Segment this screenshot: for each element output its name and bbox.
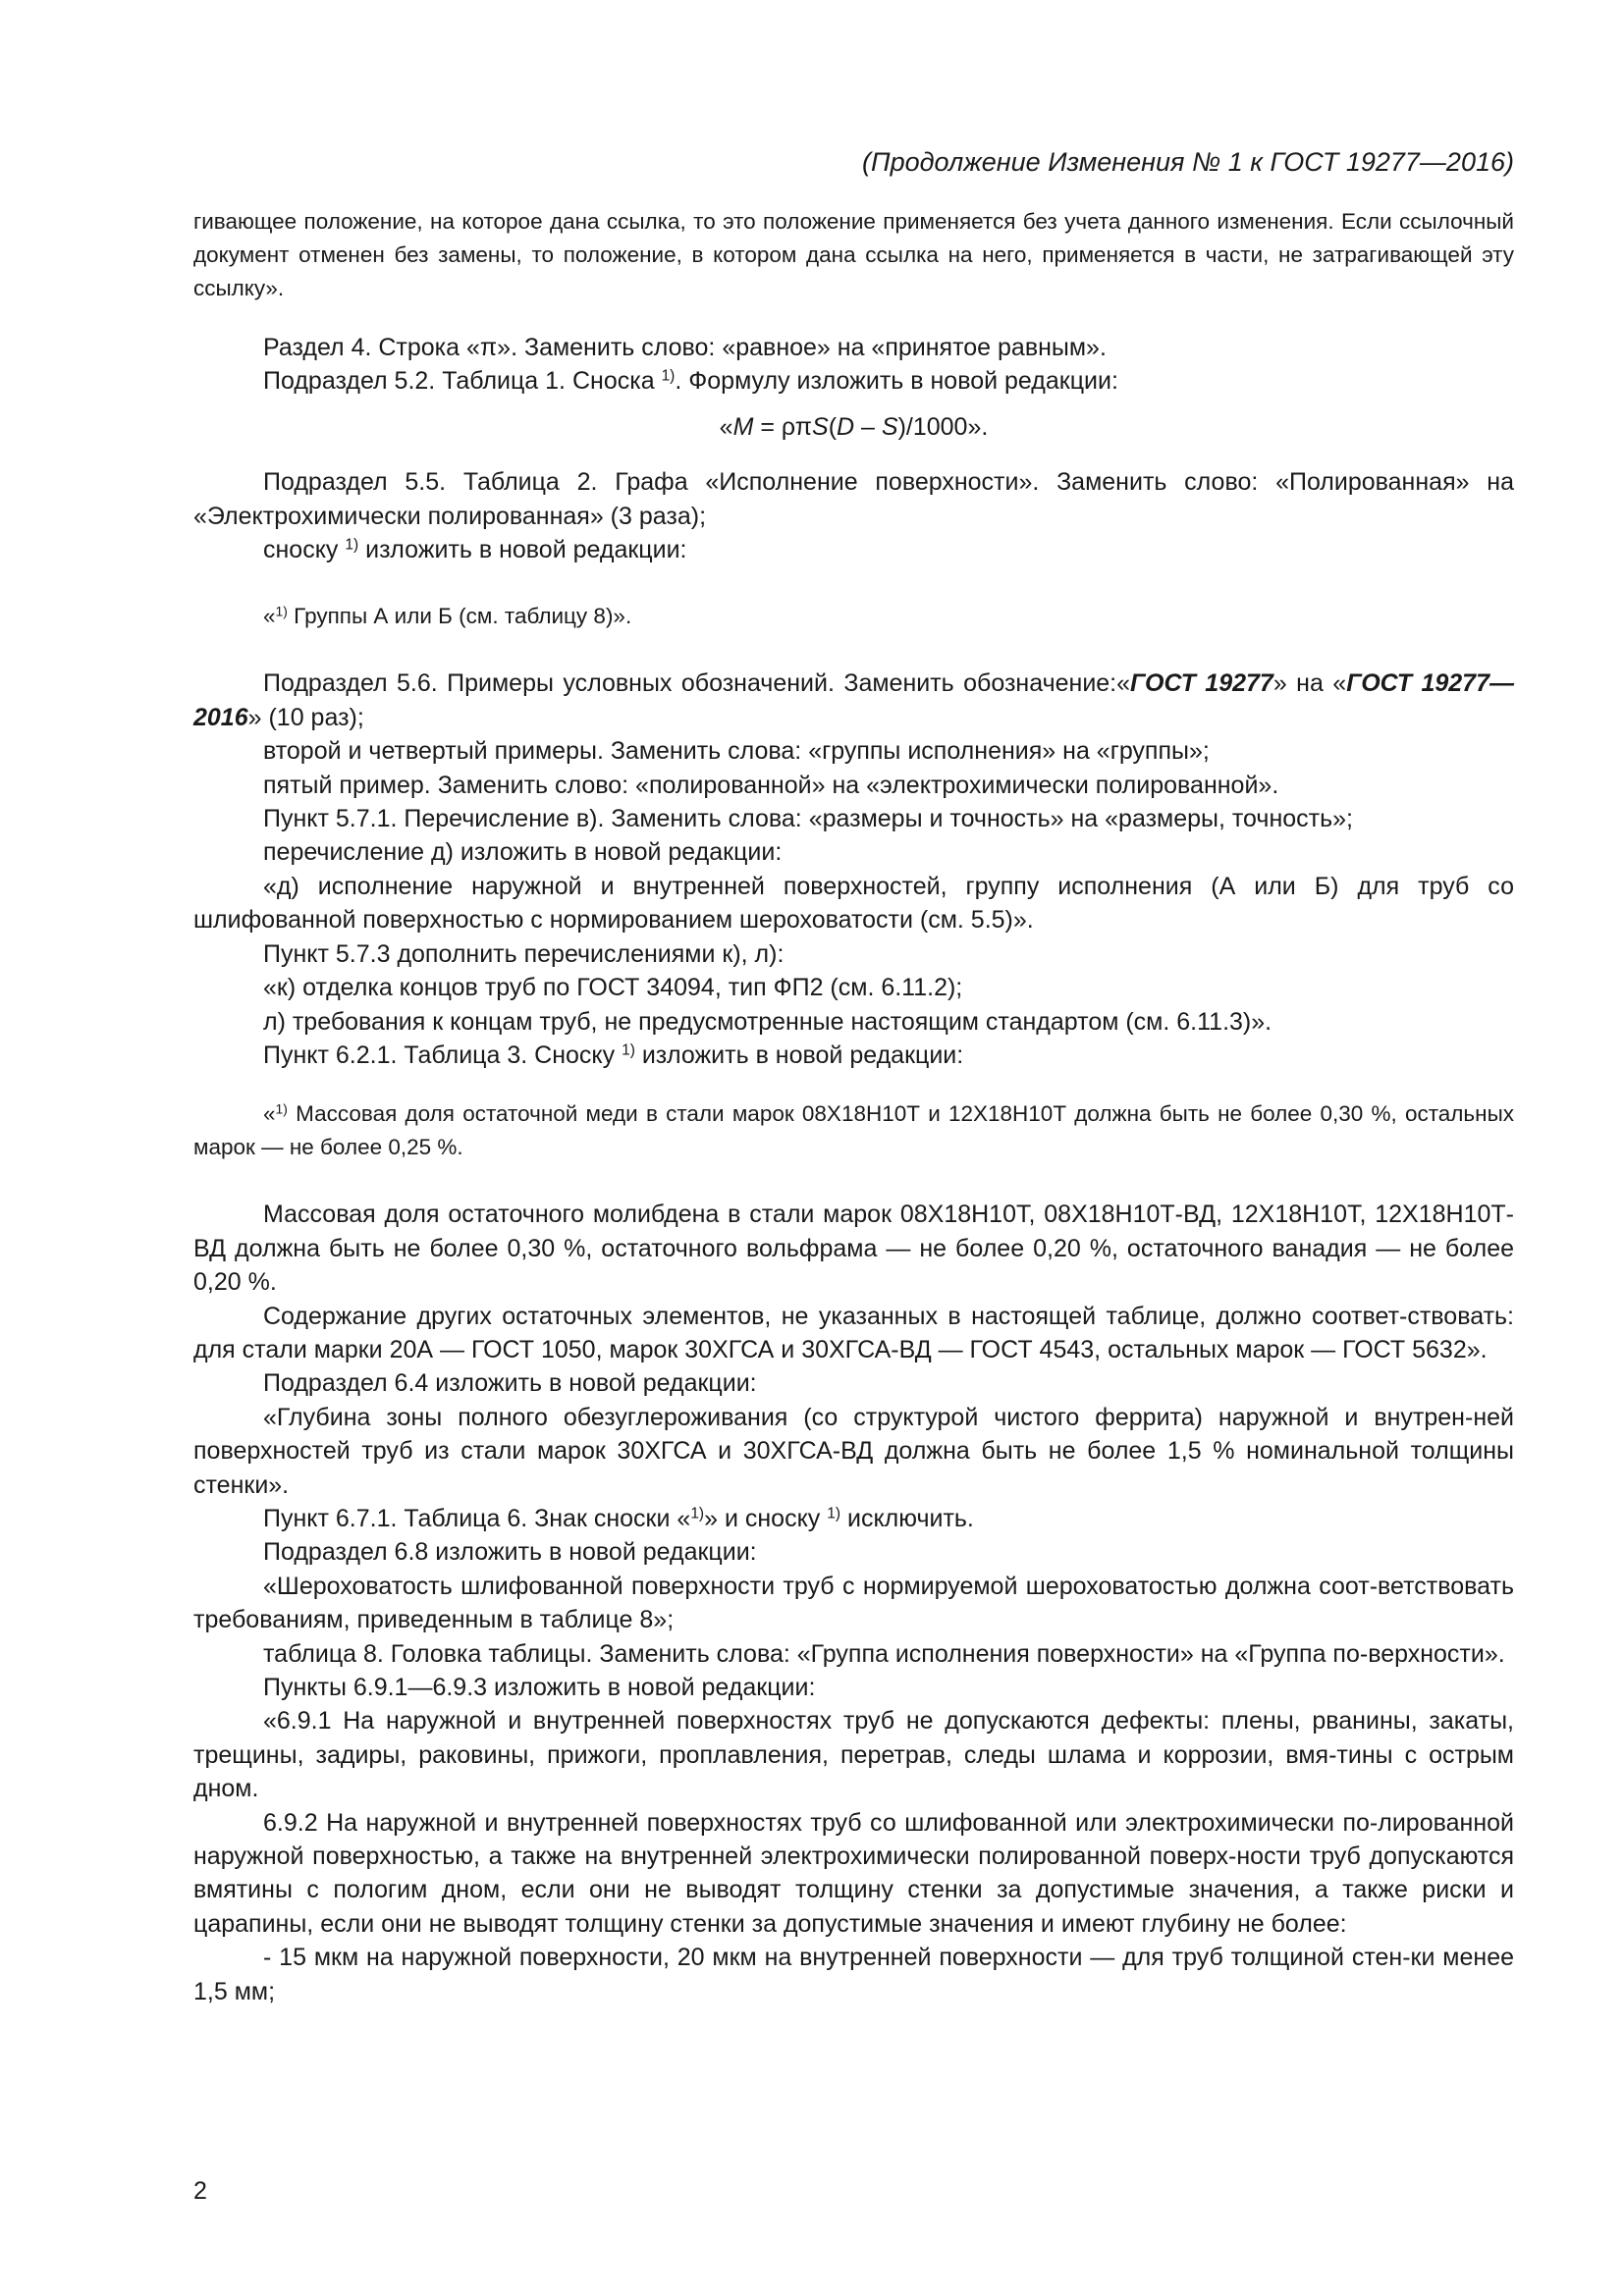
footnote-mark: 1)	[622, 1041, 635, 1059]
intro-paragraph: гивающее положение, на которое дана ссылка, то это положение применяется без учета данного изменения. Если ссылочный документ отменен без замены, то положение, в котором дана ссылка на него, применяется в части, не затрагивающей эту ссылку».	[193, 209, 1514, 300]
change-line: Массовая доля остаточного молибдена в стали марок 08Х18Н10Т, 08Х18Н10Т-ВД, 12Х18Н10Т, 12Х18Н10Т-ВД должна быть не более 0,30 %, остаточного вольфрама — не более 0,20 %, остаточного ванадия — не более 0,20 %.	[193, 1201, 1514, 1297]
change-line: «6.9.1 На наружной и внутренней поверхностях труб не допускаются дефекты: плены, рванины, закаты, трещины, задиры, раковины, прижоги, проплавления, перетрав, следы шлама и коррозии, вмя-тины с острым дном.	[193, 1707, 1514, 1803]
change-line: Пункты 6.9.1—6.9.3 изложить в новой редакции:	[263, 1674, 816, 1701]
footnote-mark: 1)	[661, 367, 676, 385]
change-line: «Шероховатость шлифованной поверхности труб с нормируемой шероховатостью должна соот-ветствовать требованиям, приведенным в таблице 8»;	[193, 1572, 1514, 1634]
change-line: «к) отделка концов труб по ГОСТ 34094, тип ФП2 (см. 6.11.2);	[263, 974, 963, 1002]
section-5-2-change: Подраздел 5.2. Таблица 1. Сноска $^{1)}$. Формулу изложить в новой редакции:	[263, 367, 1118, 396]
running-header: (Продолжение Изменения № 1 к ГОСТ 19277—2016)	[862, 147, 1514, 177]
section-6-2-1-change: Пункт 6.2.1. Таблица 3. Сноску $^{1)}$ изложить в новой редакции:	[263, 1041, 964, 1069]
change-line: Подраздел 6.4 изложить в новой редакции:	[263, 1369, 757, 1398]
page-number: 2	[193, 2177, 207, 2205]
change-line: Пункт 5.7.3 дополнить перечислениями к), л):	[263, 939, 785, 968]
section-5-5-change: Подраздел 5.5. Таблица 2. Графа «Исполнение поверхности». Заменить слово: «Полированная» на «Электрохимически полированная» (3 раза);	[193, 468, 1514, 530]
document-page	[193, 147, 1514, 2008]
change-line: Содержание других остаточных элементов, не указанных в настоящей таблице, должно соответ-ствовать: для стали марки 20А — ГОСТ 1050, марок 30ХГСА и 30ХГСА-ВД — ГОСТ 4543, остальных марок — ГОСТ 5632».	[193, 1302, 1514, 1363]
change-line: Пункт 5.7.1. Перечисление в). Заменить слова: «размеры и точность» на «размеры, точность»;	[263, 805, 1353, 833]
section-5-6-change: Подраздел 5.6. Примеры условных обозначений. Заменить обозначение:«ГОСТ 19277» на «ГОСТ 19277—2016» (10 раз);	[193, 669, 1514, 731]
footnote-mark: 1)	[345, 536, 359, 554]
footnote-groups: «$^{1)}$ Группы А или Б (см. таблицу 8)».	[263, 603, 632, 629]
change-line: второй и четвертый примеры. Заменить слова: «группы исполнения» на «группы»;	[263, 737, 1210, 766]
change-line: «д) исполнение наружной и внутренней поверхностей, группу исполнения (А или Б) для труб со шлифованной поверхностью с нормированием шероховатости (см. 5.5)».	[193, 872, 1514, 934]
change-line: «Глубина зоны полного обезуглероживания (со структурой чистого феррита) наружной и внутрен-ней поверхностей труб из стали марок 30ХГСА и 30ХГСА-ВД должна быть не более 1,5 % номинальной толщины стенки».	[193, 1403, 1514, 1499]
change-line: л) требования к концам труб, не предусмотренные настоящим стандартом (см. 6.11.3)».	[263, 1007, 1272, 1036]
mass-formula: «M = ρπS(D – S)/1000».	[719, 412, 989, 441]
change-line: пятый пример. Заменить слово: «полированной» на «электрохимически полированной».	[263, 771, 1279, 799]
section-4-change: Раздел 4. Строка «π». Заменить слово: «равное» на «принятое равным».	[263, 334, 1107, 361]
change-line: перечисление д) изложить в новой редакции:	[263, 838, 783, 867]
change-line: Подраздел 6.8 изложить в новой редакции:	[263, 1538, 757, 1567]
change-line: таблица 8. Головка таблицы. Заменить слова: «Группа исполнения поверхности» на «Группа по-верхности».	[263, 1639, 1505, 1668]
footnote-copper: «$^{1)}$ Массовая доля остаточной меди в стали марок 08Х18Н10Т и 12Х18Н10Т должна быть не более 0,30 %, остальных марок — не более 0,25 %.	[193, 1100, 1514, 1160]
section-6-7-1-change: Пункт 6.7.1. Таблица 6. Знак сноски «$^{1)}$» и сноску $^{1)}$ исключить.	[263, 1504, 974, 1532]
change-line: - 15 мкм на наружной поверхности, 20 мкм на внутренней поверхности — для труб толщиной стен-ки менее 1,5 мм;	[193, 1944, 1514, 2005]
section-5-5-footnote-change: сноску $^{1)}$ изложить в новой редакции:	[263, 536, 687, 564]
change-line: 6.9.2 На наружной и внутренней поверхностях труб со шлифованной или электрохимически по-лированной наружной поверхностью, а также на внутренней электрохимически полированной поверх-ности труб допускаются вмятины с пологим дном, если они не выводят толщину стенки за допустимые значения, а также риски и царапины, если они не выводят толщину стенки за допустимые значения и имеют глубину не более:	[193, 1808, 1514, 1938]
